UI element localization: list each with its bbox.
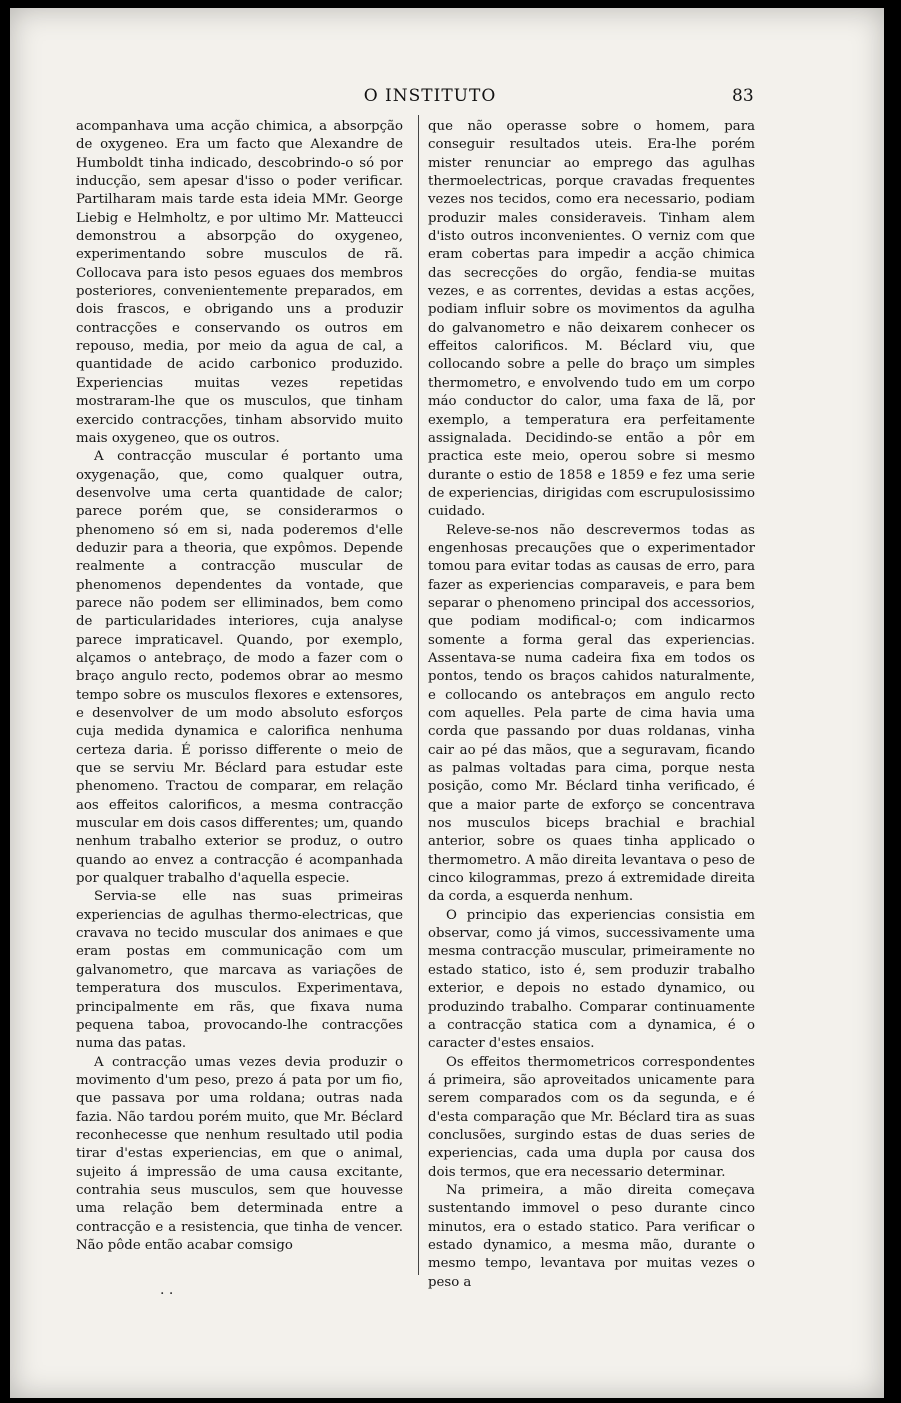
right-column	[428, 118, 755, 1292]
paragraph: Releve-se-nos não descrevermos todas as engenhosas precauções que o experimentador tomou para evitar todas as causas de erro, para fazer as experiencias comparaveis, e para bem separar o phenomeno principal dos accessorios, que podiam modifical-o; com indicarmos somente a forma geral das experiencias. Assentava-se numa cadeira fixa em todos os pontos, tendo os braços cahidos naturalmente, e collocando os antebraços em angulo recto com aquelles. Pela parte de cima havia uma corda que passando por duas roldanas, vinha cair ao pé das mãos, que a seguravam, ficando as palmas voltadas para cima, porque nesta posição, como Mr. Béclard tinha verificado, é que a maior parte de exforço se concentrava nos musculos biceps brachial e brachial anterior, sobre os quaes tinha applicado o thermometro. A mão direita levantava o peso de cinco kilogrammas, prezo á extremidade direita da corda, a esquerda nenhum.	[428, 522, 755, 905]
footer-marks: . .	[160, 1282, 174, 1298]
paragraph: O principio das experiencias consistia em observar, como já vimos, successivamente uma mesma contracção muscular, primeiramente no estado statico, isto é, sem produzir trabalho exterior, e depois no estado dynamico, ou produzindo trabalho. Comparar continuamente a contracção statica com a dynamica, é o caracter d'estes ensaios.	[428, 907, 755, 1052]
column-divider	[418, 115, 419, 1275]
paragraph: Os effeitos thermometricos correspondentes á primeira, são aproveitados unicamente para serem comparados com os da segunda, e é d'esta comparação que Mr. Béclard tira as suas conclusões, surgindo estas de duas series de experiencias, cada uma dupla por causa dos dois termos, que era necessario determinar.	[428, 1054, 755, 1180]
paragraph: Na primeira, a mão direita começava sustentando immovel o peso durante cinco minutos, era o estado statico. Para verificar o estado dynamico, a mesma mão, durante o mesmo tempo, levantava por muitas vezes o peso a	[428, 1182, 755, 1290]
page-number: 83	[732, 86, 754, 106]
paragraph: que não operasse sobre o homem, para conseguir resultados uteis. Era-lhe porém mister renunciar ao emprego das agulhas thermoelectricas, porque cravadas frequentes vezes nos tecidos, como era necessario, podiam produzir males consideraveis. Tinham alem d'isto outros inconvenientes. O verniz com que eram cobertas para impedir a acção chimica das secrecções do orgão, fendia-se muitas vezes, e as correntes, devidas a estas acções, podiam influir sobre os movimentos da agulha do galvanometro e não deixarem conhecer os effeitos calorificos. M. Béclard viu, que collocando sobre a pelle do braço um simples thermometro, e envolvendo tudo em um corpo máo conductor do calor, uma faxa de lã, por exemplo, a temperatura era perfeitamente assignalada. Decidindo-se então a pôr em practica este meio, operou sobre si mesmo durante o estio de 1858 e 1859 e fez uma serie de experiencias, dirigidas com escrupulosissimo cuidado.	[428, 119, 755, 520]
paragraph: acompanhava uma acção chimica, a absorpção de oxygeneo. Era um facto que Alexandre de Humboldt tinha indicado, descobrindo-o só por inducção, sem apesar d'isso o poder verificar. Partilharam mais tarde esta ideia MMr. George Liebig e Helmholtz, e por ultimo Mr. Matteucci demonstrou a absorpção do oxygeneo, experimentando sobre musculos de rã. Collocava para isto pesos eguaes dos membros posteriores, convenientemente preparados, em dois frascos, e obrigando uns a produzir contracções e conservando os outros em repouso, media, por meio da agua de cal, a quantidade de acido carbonico produzido. Experiencias muitas vezes repetidas mostraram-lhe que os musculos, que tinham exercido contracções, tinham absorvido muito mais oxygeneo, que os outros.	[76, 119, 403, 446]
paragraph: A contracção muscular é portanto uma oxygenação, que, como qualquer outra, desenvolve uma certa quantidade de calor; parece porém que, se considerarmos o phenomeno só em si, nada poderemos d'elle deduzir para a theoria, que expômos. Depende realmente a contracção muscular de phenomenos dependentes da vontade, que parece não podem ser elliminados, bem como de particularidades interiores, cuja analyse parece impraticavel. Quando, por exemplo, alçamos o antebraço, de modo a fazer com o braço angulo recto, podemos obrar ao mesmo tempo sobre os musculos flexores e extensores, e desenvolver de um modo absoluto esforços cuja medida dynamica e calorifica nenhuma certeza daria. É porisso differente o meio de que se serviu Mr. Béclard para estudar este phenomeno. Tractou de comparar, em relação aos effeitos calorificos, a mesma contracção muscular em dois casos differentes; um, quando nenhum trabalho exterior se produz, o outro quando ao envez a contracção é acompanhada por qualquer trabalho d'aquella especie.	[76, 449, 403, 887]
running-header	[10, 86, 884, 110]
paragraph: Servia-se elle nas suas primeiras experiencias de agulhas thermo-electricas, que cravava no tecido muscular dos animaes e que eram postas em communicação com um galvanometro, que marcava as variações de temperatura dos musculos. Experimentava, principalmente em rãs, que fixava numa pequena taboa, provocando-lhe contracções numa das patas.	[76, 889, 403, 1052]
paragraph: A contracção umas vezes devia produzir o movimento d'um peso, prezo á pata por um fio, que passava por uma roldana; outras nada fazia. Não tardou porém muito, que Mr. Béclard reconhecesse que nenhum resultado util podia tirar d'estas experiencias, em que o animal, sujeito á impressão de uma causa excitante, contrahia seus musculos, sem que houvesse uma relação bem determinada entre a contracção e a resistencia, que tinha de vencer. Não pôde então acabar comsigo	[76, 1054, 403, 1253]
left-column	[76, 118, 403, 1255]
journal-title: O INSTITUTO	[363, 86, 497, 106]
